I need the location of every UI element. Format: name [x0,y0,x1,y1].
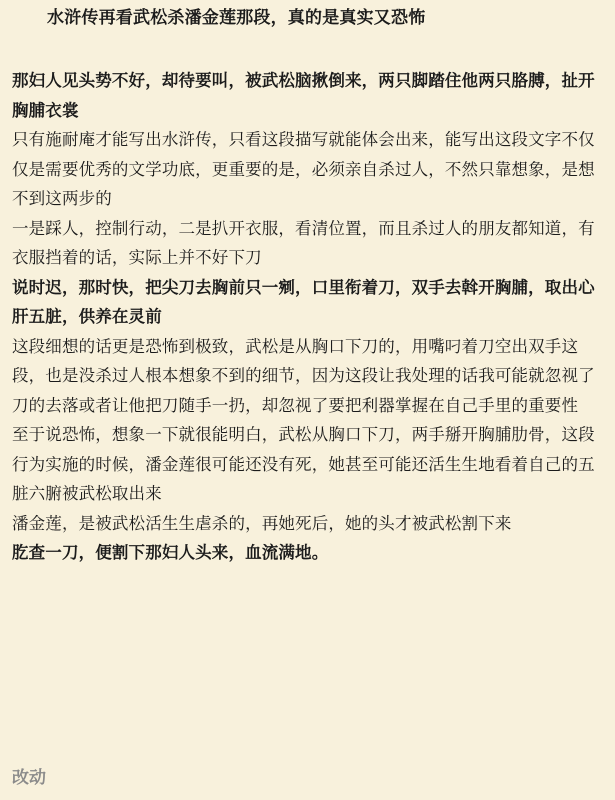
commentary-paragraph-3: 这段细想的话更是恐怖到极致，武松是从胸口下刀的，用嘴叼着刀空出双手这段，也是没杀过人根本想象不到的细节，因为这段让我处理的话我可能就忽视了刀的去落或者让他把刀随手一扔，却忽视了要把利器掌握在自己手里的重要性 [12,336,595,415]
article-body [12,66,608,568]
commentary-paragraph-2: 一是踩人，控制行动，二是扒开衣服，看清位置，而且杀过人的朋友都知道，有衣服挡着的话，实际上并不好下刀 [12,218,595,267]
edited-label: 改动 [12,768,46,788]
commentary-paragraph-1: 只有施耐庵才能写出水浒传，只看这段描写就能体会出来，能写出这段文字不仅仅是需要优秀的文学功底，更重要的是，必须亲自杀过人，不然只靠想象，是想不到这两步的 [12,130,595,208]
quote-paragraph-2: 说时迟，那时快，把尖刀去胸前只一剜，口里衔着刀，双手去斡开胸脯，取出心肝五脏，供养在灵前 [12,277,595,326]
article-title: 水浒传再看武松杀潘金莲那段，真的是真实又恐怖 [47,8,426,28]
commentary-paragraph-5: 潘金莲，是被武松活生生虐杀的，再她死后，她的头才被武松割下来 [12,513,512,533]
quote-paragraph-1: 那妇人见头势不好，却待要叫，被武松脑揪倒来，两只脚踏住他两只胳膊，扯开胸脯衣裳 [12,71,595,120]
commentary-paragraph-4: 至于说恐怖，想象一下就很能明白，武松从胸口下刀，两手掰开胸脯肋骨，这段行为实施的时候，潘金莲很可能还没有死，她甚至可能还活生生地看着自己的五脏六腑被武松取出来 [12,425,595,503]
quote-paragraph-3: 肐查一刀，便割下那妇人头来，血流满地。 [12,543,329,562]
